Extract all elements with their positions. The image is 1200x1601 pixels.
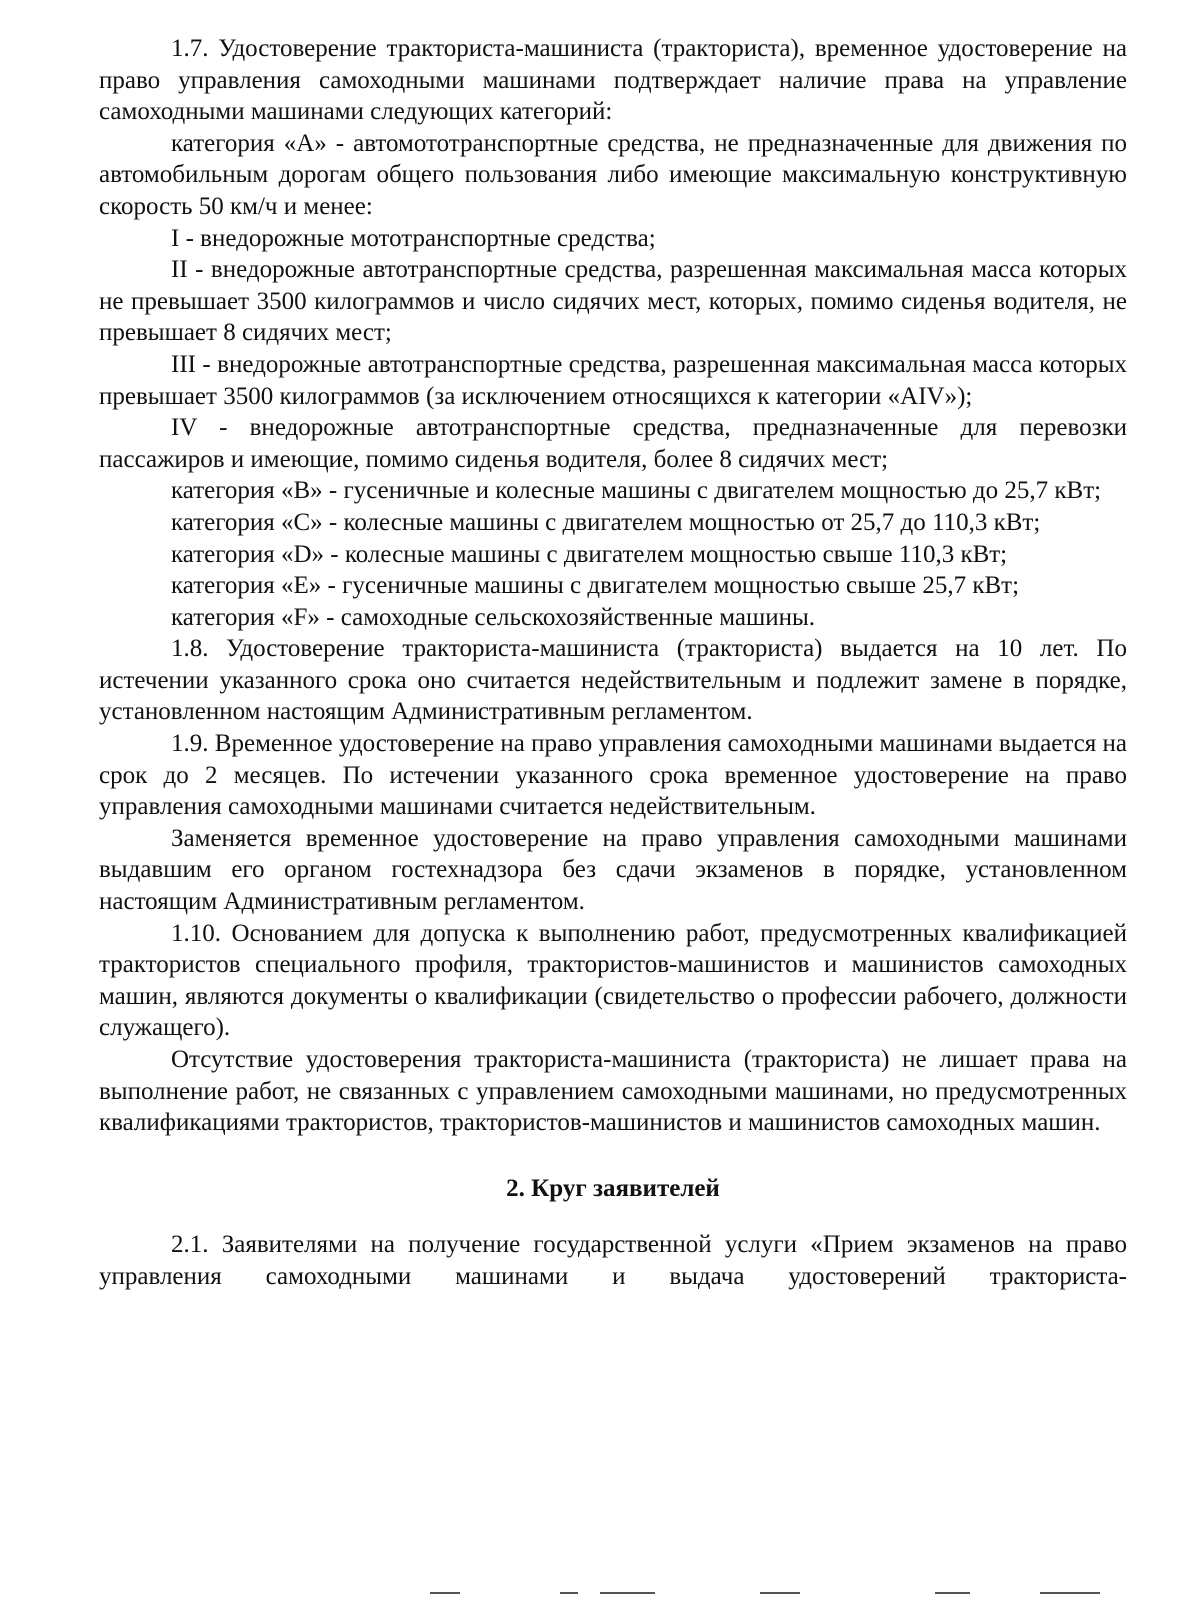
paragraph-1-10: 1.10. Основанием для допуска к выполнению работ, предусмотренных квалификацией трактористов специального профиля, трактористов-машинистов и машинистов самоходных машин, являются документы о квалификации (свидетельство о профессии рабочего, должности служащего). [99, 919, 1127, 1042]
scan-artifact-marks [0, 1588, 1200, 1601]
paragraph-category-b: категория «В» - гусеничные и колесные машины с двигателем мощностью до 25,7 кВт; [171, 477, 1102, 505]
paragraph-subcategory-i: I - внедорожные мототранспортные средства; [171, 224, 656, 252]
paragraph-category-d: категория «D» - колесные машины с двигателем мощностью свыше 110,3 кВт; [171, 540, 1008, 568]
paragraph-category-e: категория «Е» - гусеничные машины с двигателем мощностью свыше 25,7 кВт; [171, 572, 1020, 600]
paragraph-1-8: 1.8. Удостоверение тракториста-машиниста (тракториста) выдается на 10 лет. По истечении указанного срока оно считается недействительным и подлежит замене в порядке, установленном настоящим Административным регламентом. [99, 635, 1127, 726]
paragraph-2-1: 2.1. Заявителями на получение государственной услуги «Прием экзаменов на право управления самоходными машинами и выдача удостоверений тракториста- [99, 1231, 1127, 1290]
paragraph-subcategory-ii: II - внедорожные автотранспортные средства, разрешенная максимальная масса которых не превышает 3500 килограммов и число сидячих мест, которых, помимо сиденья водителя, не превышает 8 сидячих мест; [99, 256, 1127, 347]
paragraph-1-9: 1.9. Временное удостоверение на право управления самоходными машинами выдается на срок до 2 месяцев. По истечении указанного срока временное удостоверение на право управления самоходными машинами считается недействительным. [99, 730, 1127, 821]
section-heading: 2. Круг заявителей [506, 1174, 720, 1202]
paragraph-absence: Отсутствие удостоверения тракториста-машиниста (тракториста) не лишает права на выполнение работ, не связанных с управлением самоходными машинами, но предусмотренных квалификациями трактористов, трактористов-машинистов и машинистов самоходных машин. [99, 1046, 1127, 1137]
paragraph-1-7: 1.7. Удостоверение тракториста-машиниста (тракториста), временное удостоверение на право управления самоходными машинами подтверждает наличие права на управление самоходными машинами следующих категорий: [99, 35, 1127, 126]
paragraph-category-f: категория «F» - самоходные сельскохозяйственные машины. [171, 603, 815, 631]
paragraph-subcategory-iii: III - внедорожные автотранспортные средства, разрешенная максимальная масса которых превышает 3500 килограммов (за исключением относящихся к категории «AIV»); [99, 350, 1127, 410]
paragraph-category-a: категория «А» - автомототранспортные средства, не предназначенные для движения по автомобильным дорогам общего пользования либо имеющие максимальную конструктивную скорость 50 км/ч и менее: [99, 129, 1127, 220]
paragraph-subcategory-iv: IV - внедорожные автотранспортные средства, предназначенные для перевозки пассажиров и имеющие, помимо сиденья водителя, более 8 сидячих мест; [99, 414, 1127, 473]
paragraph-category-c: категория «С» - колесные машины с двигателем мощностью от 25,7 до 110,3 кВт; [171, 508, 1041, 536]
document-body [99, 33, 1127, 1293]
paragraph-replacement: Заменяется временное удостоверение на право управления самоходными машинами выдавшим его органом гостехнадзора без сдачи экзаменов в порядке, установленном настоящим Административным регламентом. [99, 824, 1127, 916]
